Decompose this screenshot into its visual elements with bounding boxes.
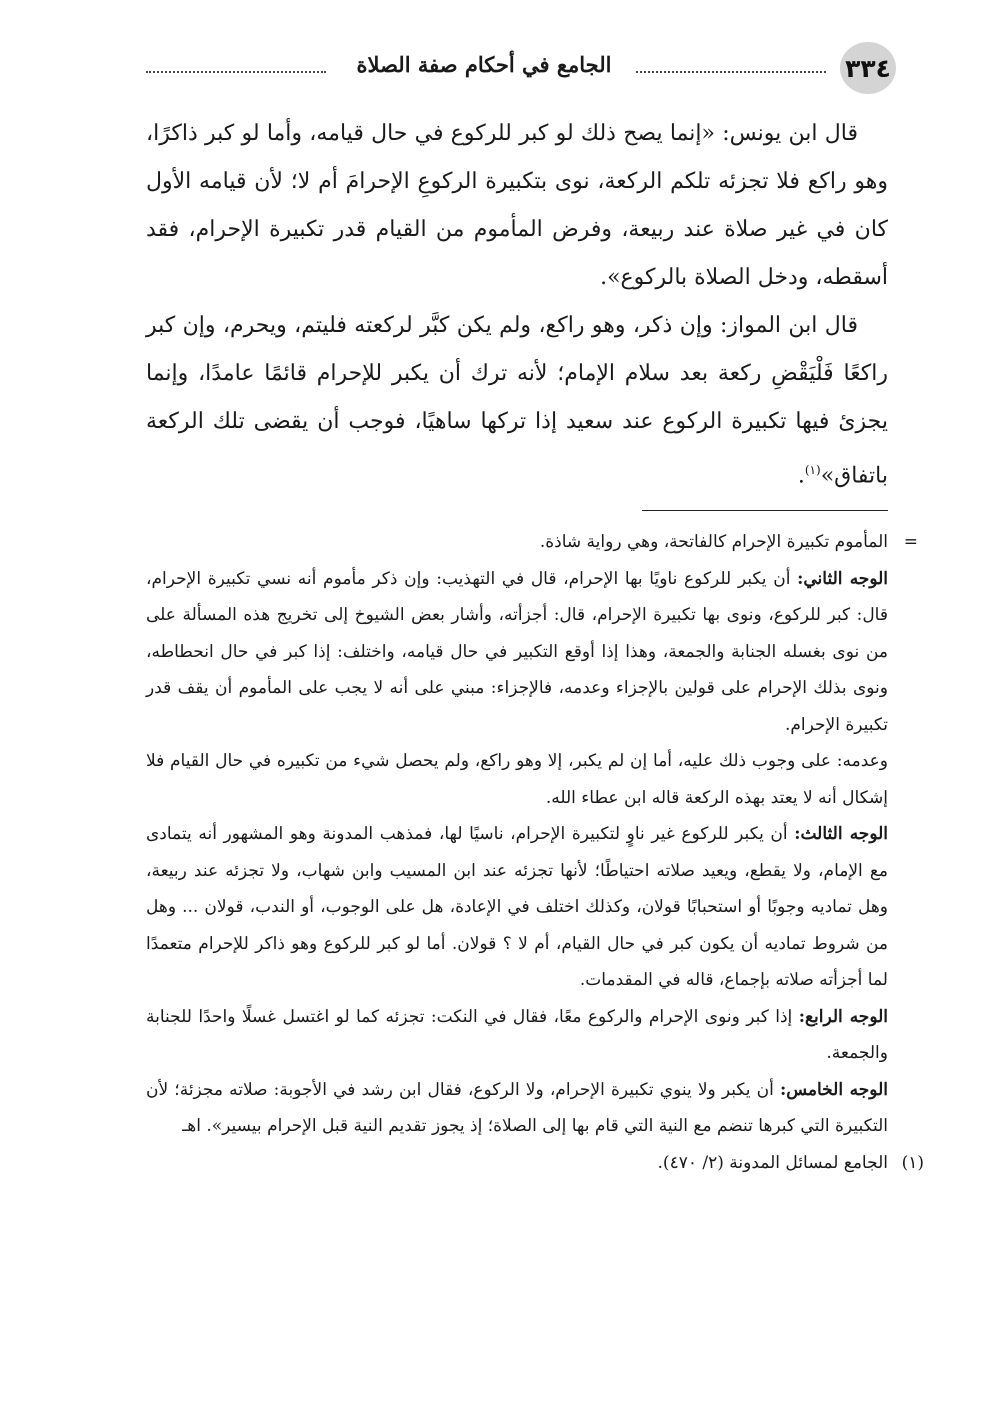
footnote-ref: (١)	[804, 463, 821, 477]
footnote-number: (١)	[901, 1152, 924, 1173]
footnote-1	[146, 1145, 924, 1182]
footnotes	[146, 524, 924, 1181]
note-label: الوجه الرابع:	[798, 1006, 888, 1027]
note-text: أن يكبر ولا ينوي تكبيرة الإحرام، ولا الركوع، فقال ابن رشد في الأجوبة: صلاته مجزئة؛ لأن التكبيرة التي كبرها تنضم مع النية التي قام بها إلى الصلاة؛ إذ يجوز تقديم النية قبل الإحرام بيسير». اهـ	[146, 1079, 888, 1136]
paragraph-2-text: قال ابن المواز: وإن ذكر، وهو راكع، ولم يكن كبَّر لركعته فليتم، ويحرم، وإن كبر راكعًا فَلْيَقْضِ ركعة بعد سلام الإمام؛ لأنه ترك أن يكبر للإحرام قائمًا عامدًا، وإنما يجزئ فيها تكبيرة الركوع عند سعيد إذا تركها ساهيًا، فوجب أن يقضى تلك الركعة باتفاق»	[146, 313, 888, 489]
continuation-mark: =	[903, 532, 918, 552]
note-label: الوجه الثالث:	[794, 824, 888, 844]
running-title: الجامع في أحكام صفة الصلاة	[356, 52, 612, 77]
note-text: أن يكبر للركوع ناويًا بها الإحرام، قال في التهذيب: وإن ذكر مأموم أنه نسي تكبيرة الإحرام، قال: كبر للركوع، ونوى بها تكبيرة الإحرام، قال: أجزأته، وأشار بعض الشيوخ إلى تخريج هذه المسألة على من نوى بغسله الجنابة والجمعة، وهذا إذا أوقع التكبير في حال قيامه، واختلف: إذا كبر في حال انحطاطه، ونوى بذلك الإحرام على قولين بالإجزاء وعدمه، فالإجزاء: مبني على أنه لا يجب على المأموم أن يقف قدر تكبيرة الإحرام.	[146, 568, 888, 735]
paragraph-2-end: .	[797, 463, 805, 489]
note-item	[146, 816, 888, 999]
note-item	[146, 1072, 888, 1145]
note-item	[146, 999, 888, 1072]
continuation-text: المأموم تكبيرة الإحرام كالفاتحة، وهي رواية شاذة.	[539, 532, 888, 552]
header-dotted-leader-left	[146, 71, 326, 73]
page-header	[146, 40, 892, 98]
note-label: الوجه الخامس:	[779, 1079, 888, 1100]
note-item	[146, 561, 888, 744]
note-label: الوجه الثاني:	[797, 568, 888, 589]
note-item	[146, 743, 888, 816]
note-text: إذا كبر ونوى الإحرام والركوع معًا، فقال في النكت: تجزئه كما لو اغتسل غسلًا واحدًا للجنابة والجمعة.	[146, 1006, 888, 1063]
paragraph-2	[146, 302, 888, 500]
footnote-continuation	[146, 524, 918, 561]
page-number-badge: ٣٣٤	[840, 42, 896, 94]
footnote-text: الجامع لمسائل المدونة (٢/ ٤٧٠).	[657, 1152, 888, 1173]
paragraph-1: قال ابن يونس: «إنما يصح ذلك لو كبر للركوع في حال قيامه، وأما لو كبر ذاكرًا، وهو راكع فلا تجزئه تلكم الركعة، نوى بتكبيرة الركوعِ الإحرامَ أم لا؛ لأن قيامه الأول كان في غير صلاة عند ربيعة، وفرض المأموم من القيام قدر تكبيرة الإحرام، فقد أسقطه، ودخل الصلاة بالركوع».	[146, 121, 888, 290]
note-text: وعدمه: على وجوب ذلك عليه، أما إن لم يكبر، إلا وهو راكع، ولم يحصل شيء من تكبيره في حال القيام فلا إشكال أنه لا يعتد بهذه الركعة قاله ابن عطاء الله.	[146, 751, 888, 808]
main-text	[146, 110, 888, 500]
header-dotted-leader-right	[636, 71, 826, 73]
note-text: أن يكبر للركوع غير ناوٍ لتكبيرة الإحرام، ناسيًا لها، فمذهب المدونة وهو المشهور أنه يتمادى مع الإمام، ولا يقطع، ويعيد صلاته احتياطًا؛ لأنها تجزئه عند ابن المسيب وابن شهاب، ولا تجزئه عند ربيعة، وهل تماديه وجوبًا أو استحبابًا قولان، وكذلك اختلف في الإعادة، هل على الوجوب، أو الندب، قولان ... وهل من شروط تماديه أن يكون كبر في حال القيام، أم لا ؟ قولان. أما لو كبر للركوع وهو ذاكر للإحرام متعمدًا لما أجزأته صلاته بإجماع، قاله في المقدمات.	[146, 824, 888, 990]
footnote-separator	[642, 510, 888, 511]
